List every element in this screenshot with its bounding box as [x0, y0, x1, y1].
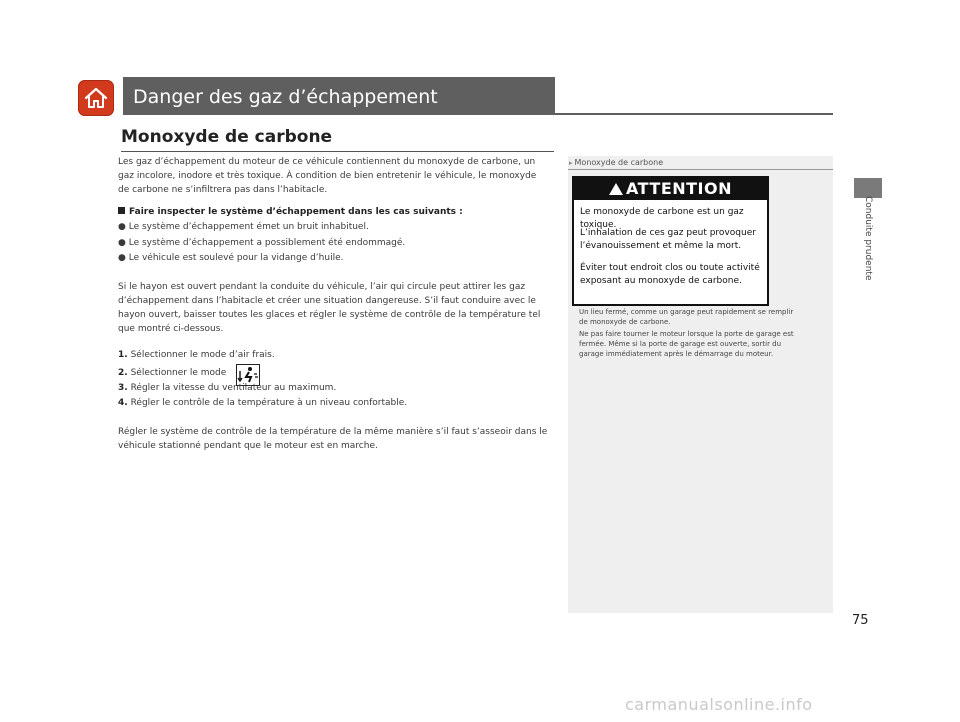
intro-line: de carbone ne s’infiltrera pas dans l’habitacle. — [118, 185, 328, 195]
note-line: Un lieu fermé, comme un garage peut rapidement se remplir — [579, 308, 794, 316]
step-item: 2. Sélectionner le mode — [118, 368, 227, 378]
closing-line: Régler le système de contrôle de la température de la même manière s’il faut s’asseoir dans le — [118, 427, 548, 437]
chapter-tab[interactable] — [854, 178, 882, 198]
header-divider — [555, 113, 833, 115]
home-icon — [83, 86, 109, 110]
note-line: garage immédiatement après le démarrage du moteur. — [579, 350, 774, 358]
note-line: de monoxyde de carbone. — [579, 318, 671, 326]
hatch-line: Si le hayon est ouvert pendant la conduite du véhicule, l’air qui circule peut attirer les gaz — [118, 282, 526, 292]
square-bullet-icon — [118, 207, 125, 214]
chapter-header — [123, 77, 555, 115]
sidebar-notes — [568, 156, 833, 613]
attention-box — [572, 176, 769, 306]
attention-line: l’évanouissement et même la mort. — [580, 241, 742, 251]
attention-line: exposant au monoxyde de carbone. — [580, 276, 742, 286]
page-title: Danger des gaz d’échappement — [133, 86, 438, 108]
closing-line: véhicule stationné pendant que le moteur est en marche. — [118, 441, 378, 451]
attention-line: L’inhalation de ces gaz peut provoquer — [580, 228, 756, 238]
hatch-line: que montré ci-dessous. — [118, 324, 224, 334]
attention-header: ATTENTION — [574, 178, 767, 200]
intro-line: gaz incolore, inodore et très toxique. À condition de bien entretenir le véhicule, le monoxyde — [118, 171, 537, 181]
page-number: 75 — [852, 613, 869, 628]
sidebar-divider — [568, 169, 833, 170]
step-item: 4. Régler le contrôle de la température à un niveau confortable. — [118, 398, 408, 408]
note-line: Ne pas faire tourner le moteur lorsque la porte de garage est — [579, 330, 794, 338]
step-item: 1. Sélectionner le mode d’air frais. — [118, 350, 275, 360]
chapter-tab-label[interactable]: Conduite prudente — [863, 196, 873, 281]
note-line: fermée. Même si la porte de garage est ouverte, sortir du — [579, 340, 782, 348]
reference-arrow-icon: ▸ — [569, 159, 573, 167]
hatch-line: d’échappement dans l’habitacle et créer une situation dangereuse. S’il faut conduire avec le — [118, 296, 536, 306]
list-item: ● Le système d’échappement a possiblement été endommagé. — [118, 238, 406, 248]
hatch-line: hayon ouvert, baisser toutes les glaces et régler le système de contrôle de la température tel — [118, 310, 541, 320]
attention-line: Éviter tout endroit clos ou toute activité — [580, 263, 760, 273]
sidebar-heading: ▸ Monoxyde de carbone — [569, 158, 664, 167]
intro-line: Les gaz d’échappement du moteur de ce véhicule contiennent du monoxyde de carbone, un — [118, 157, 536, 167]
watermark: carmanualsonline.info — [625, 695, 813, 714]
section-divider — [121, 151, 554, 152]
inspection-heading: Faire inspecter le système d’échappement dans les cas suivants : — [118, 207, 463, 217]
attention-line: Le monoxyde de carbone est un gaz toxique. — [580, 207, 744, 230]
warning-triangle-icon — [609, 183, 623, 195]
home-button[interactable] — [78, 80, 114, 116]
section-title: Monoxyde de carbone — [121, 127, 333, 147]
list-item: ● Le véhicule est soulevé pour la vidange d’huile. — [118, 253, 344, 263]
step-item: 3. Régler la vitesse du ventilateur au maximum. — [118, 383, 337, 393]
list-item: ● Le système d’échappement émet un bruit inhabituel. — [118, 222, 369, 232]
